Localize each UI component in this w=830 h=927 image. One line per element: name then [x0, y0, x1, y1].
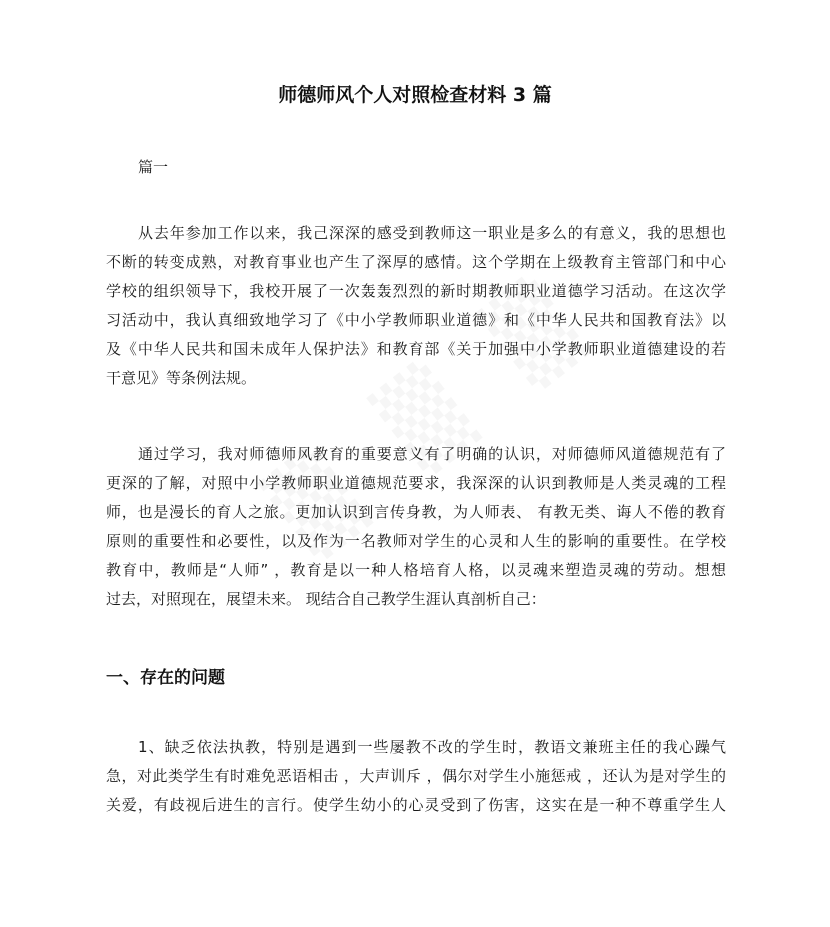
paragraph-line: 更深的了解，对照中小学教师职业道德规范要求，我深深的认识到教师是人类灵魂的工程 — [106, 474, 726, 492]
section-heading: 一、存在的问题 — [106, 668, 225, 688]
paragraph-line: 师，也是漫长的育人之旅。更加认识到言传身教，为人师表、 有教无类、诲人不倦的教育 — [106, 503, 726, 521]
paragraph-line: 原则的重要性和必要性，以及作为一名教师对学生的心灵和人生的影响的重要性。在学校 — [106, 532, 726, 550]
paragraph-line: 干意见》等条例法规。 — [106, 369, 257, 387]
paragraph-line: 1、缺乏依法执教，特别是遇到一些屡教不改的学生时，教语文兼班主任的我心躁气 — [138, 738, 726, 756]
section-label: 篇一 — [138, 158, 169, 176]
paragraph-line: 习活动中，我认真细致地学习了《中小学教师职业道德》和《中华人民共和国教育法》以 — [106, 311, 726, 329]
paragraph-line: 及《中华人民共和国未成年人保护法》和教育部《关于加强中小学教师职业道德建设的若 — [106, 340, 726, 358]
paragraph-line: 不断的转变成熟，对教育事业也产生了深厚的感情。这个学期在上级教育主管部门和中心 — [106, 253, 726, 271]
paragraph-line: 急，对此类学生有时难免恶语相击 ，大声训斥 ，偶尔对学生小施惩戒 ，还认为是对学生的 — [106, 767, 726, 785]
paragraph-line: 从去年参加工作以来，我己深深的感受到教师这一职业是多么的有意义，我的思想也 — [138, 224, 726, 242]
paragraph-2 — [106, 440, 726, 614]
paragraph-line: 教育中，教师是“人师” ，教育是以一种人格培育人格，以灵魂来塑造灵魂的劳动。想想 — [106, 561, 726, 579]
paragraph-line: 通过学习，我对师德师风教育的重要意义有了明确的认识，对师德师风道德规范有了 — [138, 445, 726, 463]
paragraph-line: 关爱，有歧视后进生的言行。使学生幼小的心灵受到了伤害，这实在是一种不尊重学生人 — [106, 796, 726, 814]
paragraph-1 — [106, 219, 726, 393]
paragraph-line: 学校的组织领导下，我校开展了一次轰轰烈烈的新时期教师职业道德学习活动。在这次学 — [106, 282, 726, 300]
document-title: 师德师风个人对照检查材料 3 篇 — [278, 84, 552, 106]
paragraph-line: 过去，对照现在，展望未来。 现结合自己教学生涯认真剖析自己： — [106, 590, 546, 608]
paragraph-3 — [106, 733, 726, 820]
